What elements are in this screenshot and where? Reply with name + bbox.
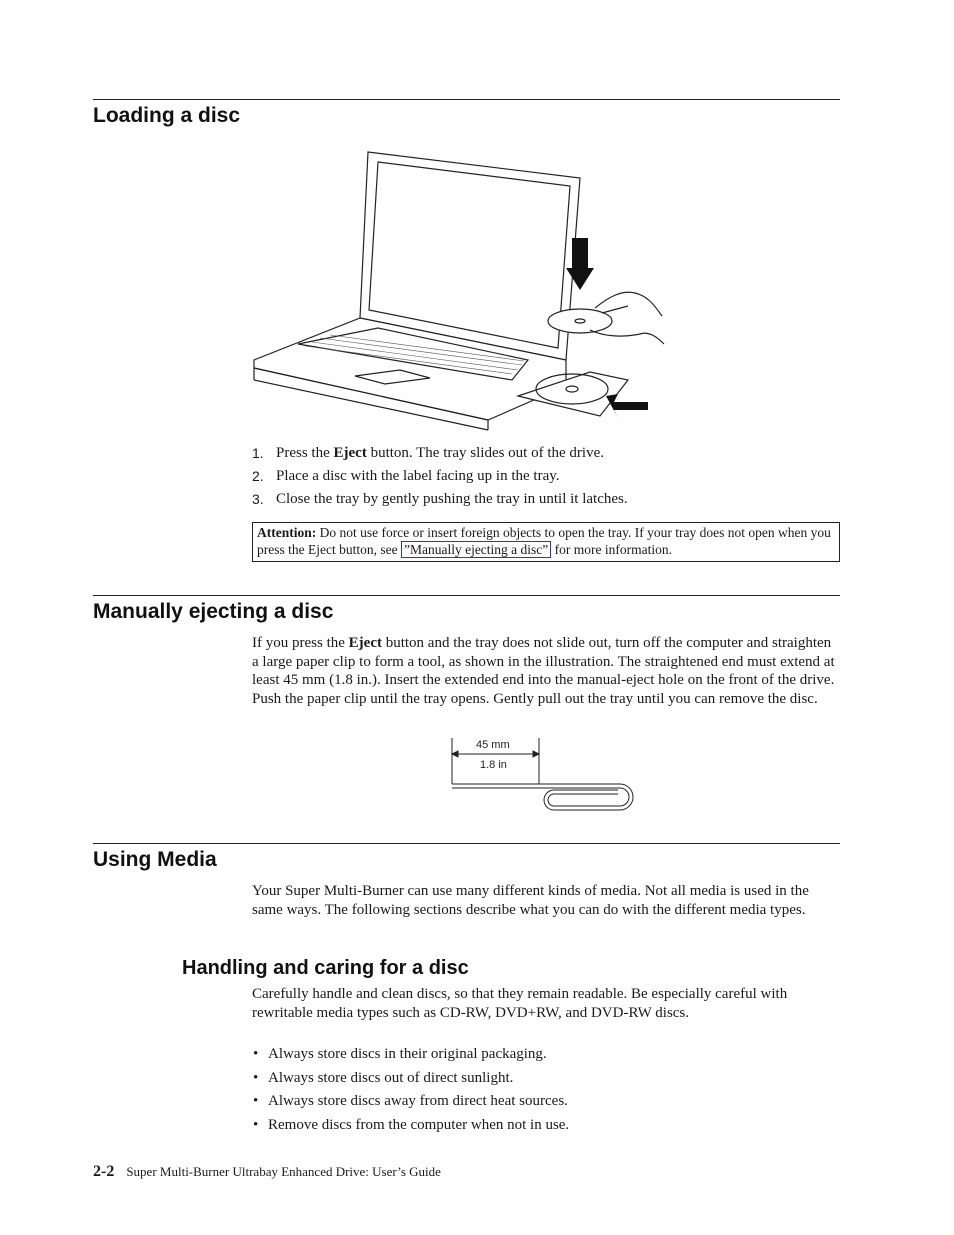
section-rule	[93, 843, 840, 844]
page-number: 2-2	[93, 1163, 115, 1180]
dimension-in-label: 1.8 in	[480, 759, 507, 771]
manual-eject-link[interactable]: ”Manually ejecting a disc”	[401, 541, 551, 558]
section-title-media: Using Media	[93, 848, 217, 871]
list-item: 2. Place a disc with the label facing up in the tray.	[252, 468, 560, 484]
attention-label: Attention:	[257, 525, 317, 540]
footer-title: Super Multi-Burner Ultrabay Enhanced Drive: User’s Guide	[126, 1164, 441, 1179]
section-rule	[93, 99, 840, 100]
list-item: 1. Press the Eject button. The tray slides out of the drive.	[252, 445, 604, 461]
handling-paragraph: Carefully handle and clean discs, so that they remain readable. Be especially careful with rewritable media types such as CD-RW, DVD+RW, and DVD-RW discs.	[252, 986, 788, 1021]
section-title-loading: Loading a disc	[93, 104, 241, 127]
dimension-mm-label: 45 mm	[476, 739, 510, 751]
attention-box: Attention: Do not use force or insert foreign objects to open the tray. If your tray does not open when you press the Eject button, see ”Manually ejecting a disc” for more information.	[252, 522, 840, 562]
list-item: • Always store discs out of direct sunlight.	[253, 1069, 514, 1086]
list-item: • Remove discs from the computer when not in use.	[253, 1116, 570, 1133]
list-item: • Always store discs away from direct heat sources.	[253, 1093, 568, 1109]
manual-eject-paragraph: If you press the Eject button and the tray does not slide out, turn off the computer and straighten a large paper clip to form a tool, as shown in the illustration. The straightened end must extend at least 45 mm (1.8 in.). Insert the extended end into the manual-eject hole on the front of the drive. Push the paper clip until the tray opens. Gently pull out the tray until you can remove the disc.	[252, 635, 835, 707]
section-title-manual: Manually ejecting a disc	[93, 600, 334, 623]
subsection-title-handling: Handling and caring for a disc	[182, 957, 469, 979]
paper-clip-illustration	[448, 734, 648, 818]
laptop-illustration	[250, 148, 670, 433]
list-item: • Always store discs in their original packaging.	[253, 1046, 547, 1062]
list-item: 3. Close the tray by gently pushing the tray in until it latches.	[252, 491, 628, 507]
loading-steps	[252, 444, 840, 513]
section-rule	[93, 595, 840, 596]
page-footer	[93, 1163, 441, 1181]
handling-bullets	[252, 1045, 840, 1139]
media-paragraph: Your Super Multi-Burner can use many different kinds of media. Not all media is used in the same ways. The following sections describe what you can do with the different media types.	[252, 883, 809, 918]
